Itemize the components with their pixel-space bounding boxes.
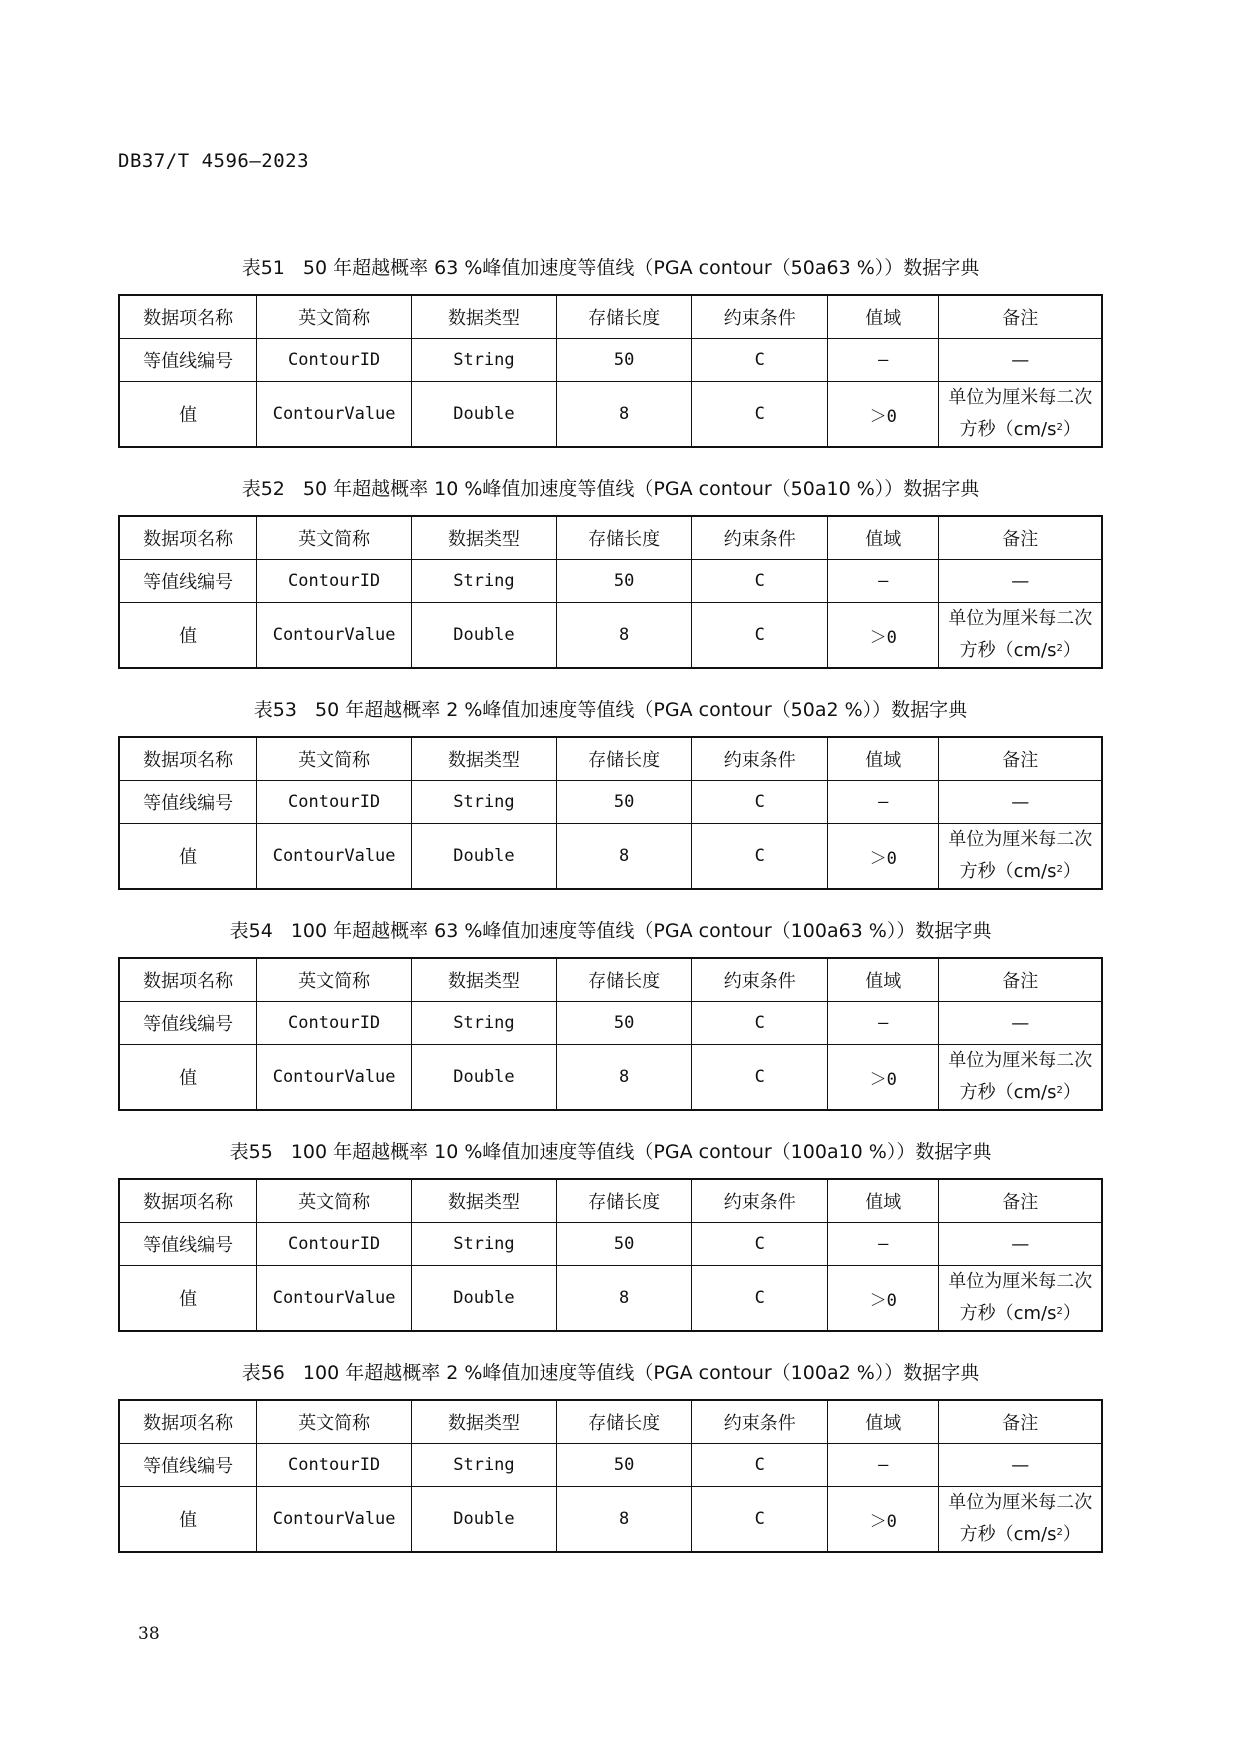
column-header: 备注	[939, 1179, 1102, 1223]
column-header: 值域	[828, 1400, 939, 1444]
remark-superscript: 2	[1056, 864, 1063, 875]
table-cell-range: —	[828, 781, 939, 824]
column-header: 数据项名称	[119, 516, 257, 560]
column-header: 英文简称	[257, 1400, 412, 1444]
table-cell-remark: —	[939, 1223, 1102, 1266]
table-cell-remark: —	[939, 1444, 1102, 1487]
table-cell-name: 值	[119, 1045, 257, 1111]
table-cell-constraint: C	[692, 1266, 828, 1332]
table-row	[119, 1266, 1102, 1332]
table-cell-constraint: C	[692, 560, 828, 603]
table-title: 100 年超越概率 10 %峰值加速度等值线（PGA contour（100a10 %））数据字典	[290, 1141, 992, 1163]
table-cell-abbr: ContourID	[257, 339, 412, 382]
table-cell-range: ＞0	[828, 824, 939, 890]
table-cell-range: ＞0	[828, 382, 939, 448]
table-header-row	[119, 1400, 1102, 1444]
remark-line-1: 单位为厘米每二次	[948, 387, 1093, 408]
table-row	[119, 1444, 1102, 1487]
table-cell-type: Double	[412, 1045, 557, 1111]
table-cell-name: 等值线编号	[119, 781, 257, 824]
table-number: 表55	[229, 1141, 273, 1163]
column-header: 数据类型	[412, 1179, 557, 1223]
table-cell-constraint: C	[692, 1045, 828, 1111]
table-cell-abbr: ContourID	[257, 1444, 412, 1487]
table-cell-type: Double	[412, 1487, 557, 1553]
data-dictionary-table	[118, 957, 1103, 1111]
table-header-row	[119, 295, 1102, 339]
table-cell-remark	[939, 1266, 1102, 1332]
table-cell-type: Double	[412, 824, 557, 890]
table-cell-abbr: ContourValue	[257, 1266, 412, 1332]
table-caption	[118, 694, 1103, 726]
table-cell-abbr: ContourValue	[257, 1487, 412, 1553]
table-cell-constraint: C	[692, 1002, 828, 1045]
column-header: 值域	[828, 516, 939, 560]
remark-unit: 方秒（cm/s	[959, 1082, 1057, 1103]
table-cell-length: 8	[556, 1487, 692, 1553]
column-header: 存储长度	[556, 1400, 692, 1444]
table-cell-constraint: C	[692, 603, 828, 669]
table-cell-name: 值	[119, 603, 257, 669]
table-cell-remark: —	[939, 1002, 1102, 1045]
table-cell-name: 等值线编号	[119, 1223, 257, 1266]
table-cell-remark: —	[939, 560, 1102, 603]
table-cell-constraint: C	[692, 781, 828, 824]
table-header-row	[119, 516, 1102, 560]
table-cell-name: 等值线编号	[119, 560, 257, 603]
table-cell-range: —	[828, 560, 939, 603]
data-dictionary-table	[118, 1399, 1103, 1553]
table-number: 表56	[241, 1362, 285, 1384]
table-cell-range: ＞0	[828, 1266, 939, 1332]
column-header: 值域	[828, 1179, 939, 1223]
table-cell-range: ＞0	[828, 1487, 939, 1553]
column-header: 备注	[939, 516, 1102, 560]
column-header: 数据项名称	[119, 295, 257, 339]
table-cell-remark	[939, 824, 1102, 890]
column-header: 值域	[828, 295, 939, 339]
column-header: 数据项名称	[119, 1400, 257, 1444]
table-cell-length: 8	[556, 603, 692, 669]
table-cell-range: ＞0	[828, 1045, 939, 1111]
table-cell-length: 50	[556, 339, 692, 382]
data-dictionary-table	[118, 736, 1103, 890]
table-cell-range: —	[828, 1444, 939, 1487]
table-cell-abbr: ContourID	[257, 1002, 412, 1045]
data-dictionary-table	[118, 515, 1103, 669]
standard-code: DB37/T 4596—2023	[118, 150, 310, 172]
table-number: 表53	[253, 699, 297, 721]
table-cell-name: 等值线编号	[119, 1444, 257, 1487]
table-row	[119, 1002, 1102, 1045]
remark-close: ）	[1062, 861, 1081, 882]
table-row	[119, 339, 1102, 382]
column-header: 英文简称	[257, 958, 412, 1002]
table-row	[119, 781, 1102, 824]
column-header: 数据项名称	[119, 958, 257, 1002]
table-caption	[118, 473, 1103, 505]
table-cell-remark: —	[939, 339, 1102, 382]
table-cell-abbr: ContourID	[257, 1223, 412, 1266]
column-header: 约束条件	[692, 958, 828, 1002]
table-title: 100 年超越概率 63 %峰值加速度等值线（PGA contour（100a63 %））数据字典	[290, 920, 992, 942]
table-cell-length: 50	[556, 1002, 692, 1045]
remark-superscript: 2	[1056, 1085, 1063, 1096]
table-cell-length: 8	[556, 1045, 692, 1111]
table-row	[119, 1487, 1102, 1553]
table-caption	[118, 915, 1103, 947]
table-caption	[118, 1357, 1103, 1389]
column-header: 数据类型	[412, 737, 557, 781]
column-header: 英文简称	[257, 295, 412, 339]
table-cell-remark	[939, 382, 1102, 448]
table-cell-name: 值	[119, 382, 257, 448]
column-header: 备注	[939, 295, 1102, 339]
table-cell-constraint: C	[692, 824, 828, 890]
column-header: 约束条件	[692, 516, 828, 560]
remark-line-2	[941, 414, 1099, 446]
table-title: 50 年超越概率 10 %峰值加速度等值线（PGA contour（50a10 %））数据字典	[302, 478, 980, 500]
table-cell-length: 50	[556, 1444, 692, 1487]
column-header: 英文简称	[257, 1179, 412, 1223]
remark-close: ）	[1062, 640, 1081, 661]
table-cell-remark	[939, 1045, 1102, 1111]
column-header: 存储长度	[556, 958, 692, 1002]
table-cell-remark	[939, 1487, 1102, 1553]
remark-close: ）	[1062, 1303, 1081, 1324]
data-dictionary-table	[118, 294, 1103, 448]
table-cell-range: —	[828, 1002, 939, 1045]
table-cell-type: String	[412, 339, 557, 382]
remark-unit: 方秒（cm/s	[959, 1524, 1057, 1545]
table-cell-abbr: ContourID	[257, 560, 412, 603]
table-cell-constraint: C	[692, 1223, 828, 1266]
table-cell-constraint: C	[692, 382, 828, 448]
remark-unit: 方秒（cm/s	[959, 640, 1057, 661]
table-row	[119, 824, 1102, 890]
column-header: 数据项名称	[119, 1179, 257, 1223]
table-cell-length: 8	[556, 382, 692, 448]
table-row	[119, 560, 1102, 603]
remark-close: ）	[1062, 1082, 1081, 1103]
column-header: 存储长度	[556, 737, 692, 781]
column-header: 约束条件	[692, 737, 828, 781]
table-header-row	[119, 958, 1102, 1002]
remark-line-1: 单位为厘米每二次	[948, 829, 1093, 850]
column-header: 备注	[939, 737, 1102, 781]
table-cell-type: Double	[412, 1266, 557, 1332]
table-cell-name: 值	[119, 1487, 257, 1553]
table-title: 50 年超越概率 63 %峰值加速度等值线（PGA contour（50a63 %））数据字典	[302, 257, 980, 279]
column-header: 数据类型	[412, 958, 557, 1002]
table-cell-remark	[939, 603, 1102, 669]
table-title: 100 年超越概率 2 %峰值加速度等值线（PGA contour（100a2 %））数据字典	[302, 1362, 980, 1384]
table-cell-type: Double	[412, 603, 557, 669]
column-header: 约束条件	[692, 1400, 828, 1444]
table-cell-range: ＞0	[828, 603, 939, 669]
table-row	[119, 382, 1102, 448]
remark-unit: 方秒（cm/s	[959, 419, 1057, 440]
table-caption	[118, 252, 1103, 284]
column-header: 备注	[939, 1400, 1102, 1444]
table-cell-length: 8	[556, 1266, 692, 1332]
table-cell-type: String	[412, 781, 557, 824]
table-cell-name: 值	[119, 1266, 257, 1332]
table-cell-range: —	[828, 1223, 939, 1266]
column-header: 存储长度	[556, 1179, 692, 1223]
column-header: 约束条件	[692, 295, 828, 339]
table-header-row	[119, 1179, 1102, 1223]
table-cell-length: 50	[556, 1223, 692, 1266]
table-cell-abbr: ContourID	[257, 781, 412, 824]
remark-unit: 方秒（cm/s	[959, 1303, 1057, 1324]
table-cell-length: 8	[556, 824, 692, 890]
table-cell-type: String	[412, 1444, 557, 1487]
table-number: 表51	[241, 257, 285, 279]
remark-close: ）	[1062, 419, 1081, 440]
remark-line-1: 单位为厘米每二次	[948, 1050, 1093, 1071]
table-row	[119, 603, 1102, 669]
column-header: 值域	[828, 958, 939, 1002]
column-header: 数据项名称	[119, 737, 257, 781]
column-header: 数据类型	[412, 516, 557, 560]
table-number: 表52	[241, 478, 285, 500]
table-cell-constraint: C	[692, 1444, 828, 1487]
table-cell-type: String	[412, 1223, 557, 1266]
column-header: 数据类型	[412, 295, 557, 339]
remark-superscript: 2	[1056, 643, 1063, 654]
table-cell-constraint: C	[692, 1487, 828, 1553]
table-caption	[118, 1136, 1103, 1168]
table-number: 表54	[229, 920, 273, 942]
table-cell-type: String	[412, 1002, 557, 1045]
table-row	[119, 1223, 1102, 1266]
table-cell-abbr: ContourValue	[257, 603, 412, 669]
remark-close: ）	[1062, 1524, 1081, 1545]
remark-line-1: 单位为厘米每二次	[948, 1271, 1093, 1292]
remark-line-2	[941, 635, 1099, 667]
table-title: 50 年超越概率 2 %峰值加速度等值线（PGA contour（50a2 %））数据字典	[314, 699, 968, 721]
page-number: 38	[138, 1624, 160, 1644]
table-cell-remark: —	[939, 781, 1102, 824]
remark-unit: 方秒（cm/s	[959, 861, 1057, 882]
column-header: 值域	[828, 737, 939, 781]
table-cell-length: 50	[556, 560, 692, 603]
remark-line-1: 单位为厘米每二次	[948, 1492, 1093, 1513]
column-header: 备注	[939, 958, 1102, 1002]
remark-superscript: 2	[1056, 1306, 1063, 1317]
remark-superscript: 2	[1056, 1527, 1063, 1538]
table-cell-name: 等值线编号	[119, 1002, 257, 1045]
table-cell-range: —	[828, 339, 939, 382]
table-cell-type: String	[412, 560, 557, 603]
column-header: 存储长度	[556, 516, 692, 560]
table-cell-constraint: C	[692, 339, 828, 382]
column-header: 英文简称	[257, 737, 412, 781]
table-row	[119, 1045, 1102, 1111]
remark-superscript: 2	[1056, 422, 1063, 433]
table-cell-name: 等值线编号	[119, 339, 257, 382]
column-header: 存储长度	[556, 295, 692, 339]
table-cell-abbr: ContourValue	[257, 824, 412, 890]
table-header-row	[119, 737, 1102, 781]
table-cell-abbr: ContourValue	[257, 382, 412, 448]
remark-line-2	[941, 1077, 1099, 1109]
data-dictionary-table	[118, 1178, 1103, 1332]
table-cell-abbr: ContourValue	[257, 1045, 412, 1111]
remark-line-1: 单位为厘米每二次	[948, 608, 1093, 629]
remark-line-2	[941, 1298, 1099, 1330]
column-header: 英文简称	[257, 516, 412, 560]
table-cell-type: Double	[412, 382, 557, 448]
remark-line-2	[941, 856, 1099, 888]
column-header: 数据类型	[412, 1400, 557, 1444]
remark-line-2	[941, 1519, 1099, 1551]
table-cell-name: 值	[119, 824, 257, 890]
column-header: 约束条件	[692, 1179, 828, 1223]
table-cell-length: 50	[556, 781, 692, 824]
